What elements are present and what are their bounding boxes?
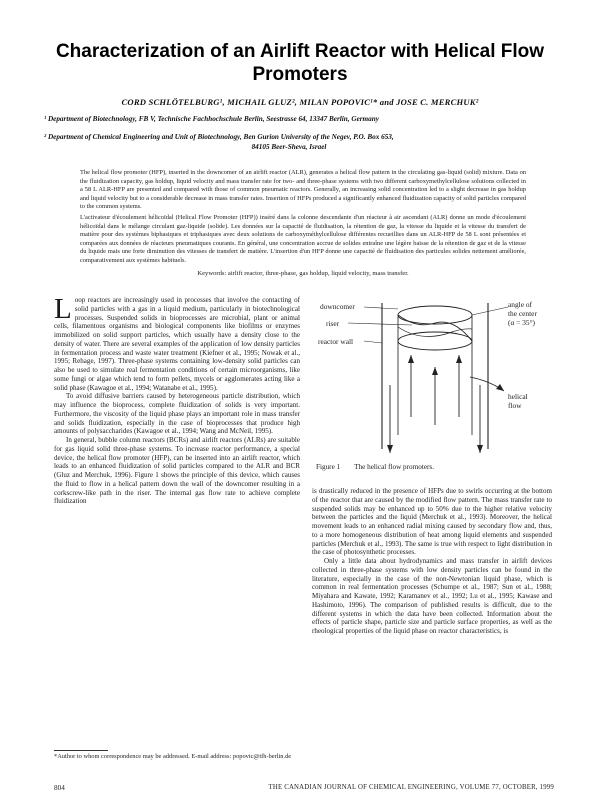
helical-blade-1 [398, 315, 472, 341]
intro-paragraph-1 [54, 293, 300, 392]
figure-1 [312, 285, 556, 465]
downcomer-flow-arrowhead-right [477, 445, 483, 453]
body-column-left [54, 293, 300, 506]
helical-flow-leader-arrowhead [496, 384, 504, 391]
right-paragraph-1: is drastically reduced in the presence of HFPs due to swirls occurring at the bottom of the reactor that are caused by the modified flow pattern. The mass transfer rate to suspended solids may be enhanced up to 50% due to the higher relative velocity between the particles and the liquid (Merchuk et al., 1993). Moreover, the helical movement leads to an enhanced radial mixing caused by secondary flow and, thus, to a more homogeneous distribution of heat among liquid elements and suspended particles (Merchuk et al., 1993). The same is true with respect to light distribution in the case of photosynthetic processes. [312, 487, 552, 557]
body-column-right [312, 487, 552, 636]
helical-flow-label-line-1: helical [508, 392, 528, 401]
intro-paragraph-2: To avoid diffusive barriers caused by heterogeneous particle distribution, which may influence the bioprocess, complete fluidization of solids is very important. Furthermore, the viscosity of the liquid phase plays an important role in mass transfer and solids fluidization, especially in the case of bioprocesses that produce high amounts of polysaccharides (Kawagoe et al., 1994; Wang and McNeil, 1995). [54, 392, 300, 436]
abstract-english: The helical flow promoter (HFP), inserted in the downcomer of an airlift reactor (ALR), generates a helical flow pattern in the circulating gas-liquid (solid) mixture. Data on the fluidization capacity, gas holdup, liquid velocity and mass transfer rate for two- and three-phase systems with two different carboxymethylcellulose solutions collected in a 58 L ALR-HFP are presented and compared with those of common pneumatic reactors. Generally, an increasing solid concentration led to a slight decrease in gas holdup and liquid velocity but to a considerable decrease in mass transfer rates. Insertion of HFPs produced a significantly enhanced fluidization capacity of solid particles compared to the common systems. [80, 169, 526, 211]
paper-title: Characterization of an Airlift Reactor with Helical Flow Promoters [55, 41, 545, 85]
riser-flow-arrowhead-left [408, 355, 414, 363]
helical-flow-promoter-diagram [312, 285, 556, 465]
angle-label-line-2: the center [508, 309, 537, 318]
figure-1-caption [316, 463, 546, 471]
reactor-wall-leader-line [364, 341, 382, 343]
downcomer-label: downcomer [320, 302, 355, 311]
angle-label-line-3: (α = 35°) [508, 318, 536, 327]
riser-label: riser [326, 319, 340, 328]
helical-flow-label-line-2: flow [508, 401, 522, 410]
figure-1-caption-label: Figure 1 [316, 463, 341, 471]
affiliation-2 [44, 132, 564, 152]
affiliation-2-line-1: ² Department of Chemical Engineering and Unit of Biotechnology, Ben Gurion University of the Negev, P.O. Box 653, [44, 133, 394, 141]
affiliation-2-line-2: 84105 Beer-Sheva, Israel [251, 143, 327, 151]
abstract-french: L'activateur d'écoulement hélicoïdal (Helical Flow Promoter (HFP)) inséré dans la colonne descendante d'un réacteur à air ascendant (ALR) donne un mode d'écoulement hélicoïdal dans le mélange circulant gaz-liquide (solide). Les données sur la capacité de fluidisation, la rétention de gaz, la vitesse du liquide et la vitesse du transfert de matière pour des systèmes biphasiques et triphasiques avec deux solutions de carboxyméthylcellulose différentes recueillies dans un ALR-HFP de 58 L sont présentées et comparées aux données de réacteurs pneumatiques courants. En général, une concentration accrue de solides entraîne une légère baisse de la rétention de gaz et de la vitesse du liquide mais une forte diminution des vitesses de transfert de matière. L'insertion d'un HFP donne une capacité de fluidisation des particules solides nettement améliorée, comparativement aux systèmes habituels. [80, 214, 526, 264]
drop-cap: L [54, 293, 72, 325]
figure-1-caption-text: The helical flow promoters. [354, 463, 434, 471]
angle-leader-line [472, 307, 508, 315]
riser-flow-arrowhead-right [456, 355, 462, 363]
promoter-bottom-ring [398, 332, 472, 350]
intro-paragraph-1-text: oop reactors are increasingly used in processes that involve the contacting of solid particles with a gas in a liquid medium, particularly in biotechnological processes. Suspended solids in bioprocesses are microbial, plant or animal cells, filamentous organisms and biological components like biofilms or enzymes immobilized on solid support particles, which usually have a density close to the density of water. There are several examples of the application of low density particles in fermentation process and waste water treatment (Kiefner et al., 1995; Nowak et al., 1995; Rehage, 1997). Three-phase systems containing low-density solid particles can also be used to simulate real fermentation conditions of certain microorganisms, like some fungi or algae which tend to form pellets, mycels or agglomerates acting like a solid phase (Kawagoe et al., 1994; Watanabe et al., 1995). [54, 296, 300, 392]
journal-running-footer: THE CANADIAN JOURNAL OF CHEMICAL ENGINEERING, VOLUME 77, OCTOBER, 1999 [268, 784, 554, 791]
intro-paragraph-3: In general, bubble column reactors (BCRs) and airlift reactors (ALRs) are suitable for gas liquid solid three-phase systems. To increase reactor performance, a special device, the helical flow promoter (HFP), can be inserted into an airlift reactor, which leads to an enhanced fluidization of solid particles compared to the ALR and BCR (Gluz and Merchuk, 1996). Figure 1 shows the principle of this device, which causes the fluid to flow in a helical pattern down the wall of the downcomer resulting in a corkscrew-like path in the riser. The internal gas flow rate to achieve complete fluidization [54, 436, 300, 506]
footnote-divider [54, 750, 108, 751]
author-list: CORD SCHLÖTELBURG¹, MICHAIL GLUZ², MILAN POPOVIC¹* and JOSE C. MERCHUK² [121, 97, 479, 107]
downcomer-leader-line [364, 307, 398, 309]
riser-leader-line [348, 323, 412, 325]
reactor-wall-label: reactor wall [318, 337, 354, 346]
downcomer-flow-arrowhead-left [387, 445, 393, 453]
keywords: Keywords: airlift reactor, three-phase, gas holdup, liquid velocity, mass transfer. [197, 270, 409, 277]
right-paragraph-2: Only a little data about hydrodynamics and mass transfer in airlift devices collected in three-phase systems with low density particles can be found in the literature, especially in the case of the non-Newtonian liquid phase, which is common in real fermentation processes (Schumpe et al., 1987; Sun et al., 1988; Miyahara and Kawate, 1992; Karamanev et al., 1992; Lu et al., 1995; Kawase and Hashimoto, 1996). The comparison of published results is difficult, due to the different systems in which the data have been collected. Information about the effects of particle shape, particle size and particle surface properties, as well as the rheological properties of the liquid phase on reactor characteristics, is [312, 557, 552, 635]
angle-label-line-1: angle of [508, 300, 533, 309]
corresponding-author-footnote: *Author to whom correspondence may be addressed. E-mail address: popovic@tfh-berlin.de [54, 753, 292, 760]
riser-flow-arrowhead-center [432, 367, 438, 375]
affiliation-1: ¹ Department of Biotechnology, FB V, Technische Fachhochschule Berlin, Seestrasse 64, 13347 Berlin, Germany [44, 115, 379, 123]
page-number: 804 [54, 784, 65, 792]
